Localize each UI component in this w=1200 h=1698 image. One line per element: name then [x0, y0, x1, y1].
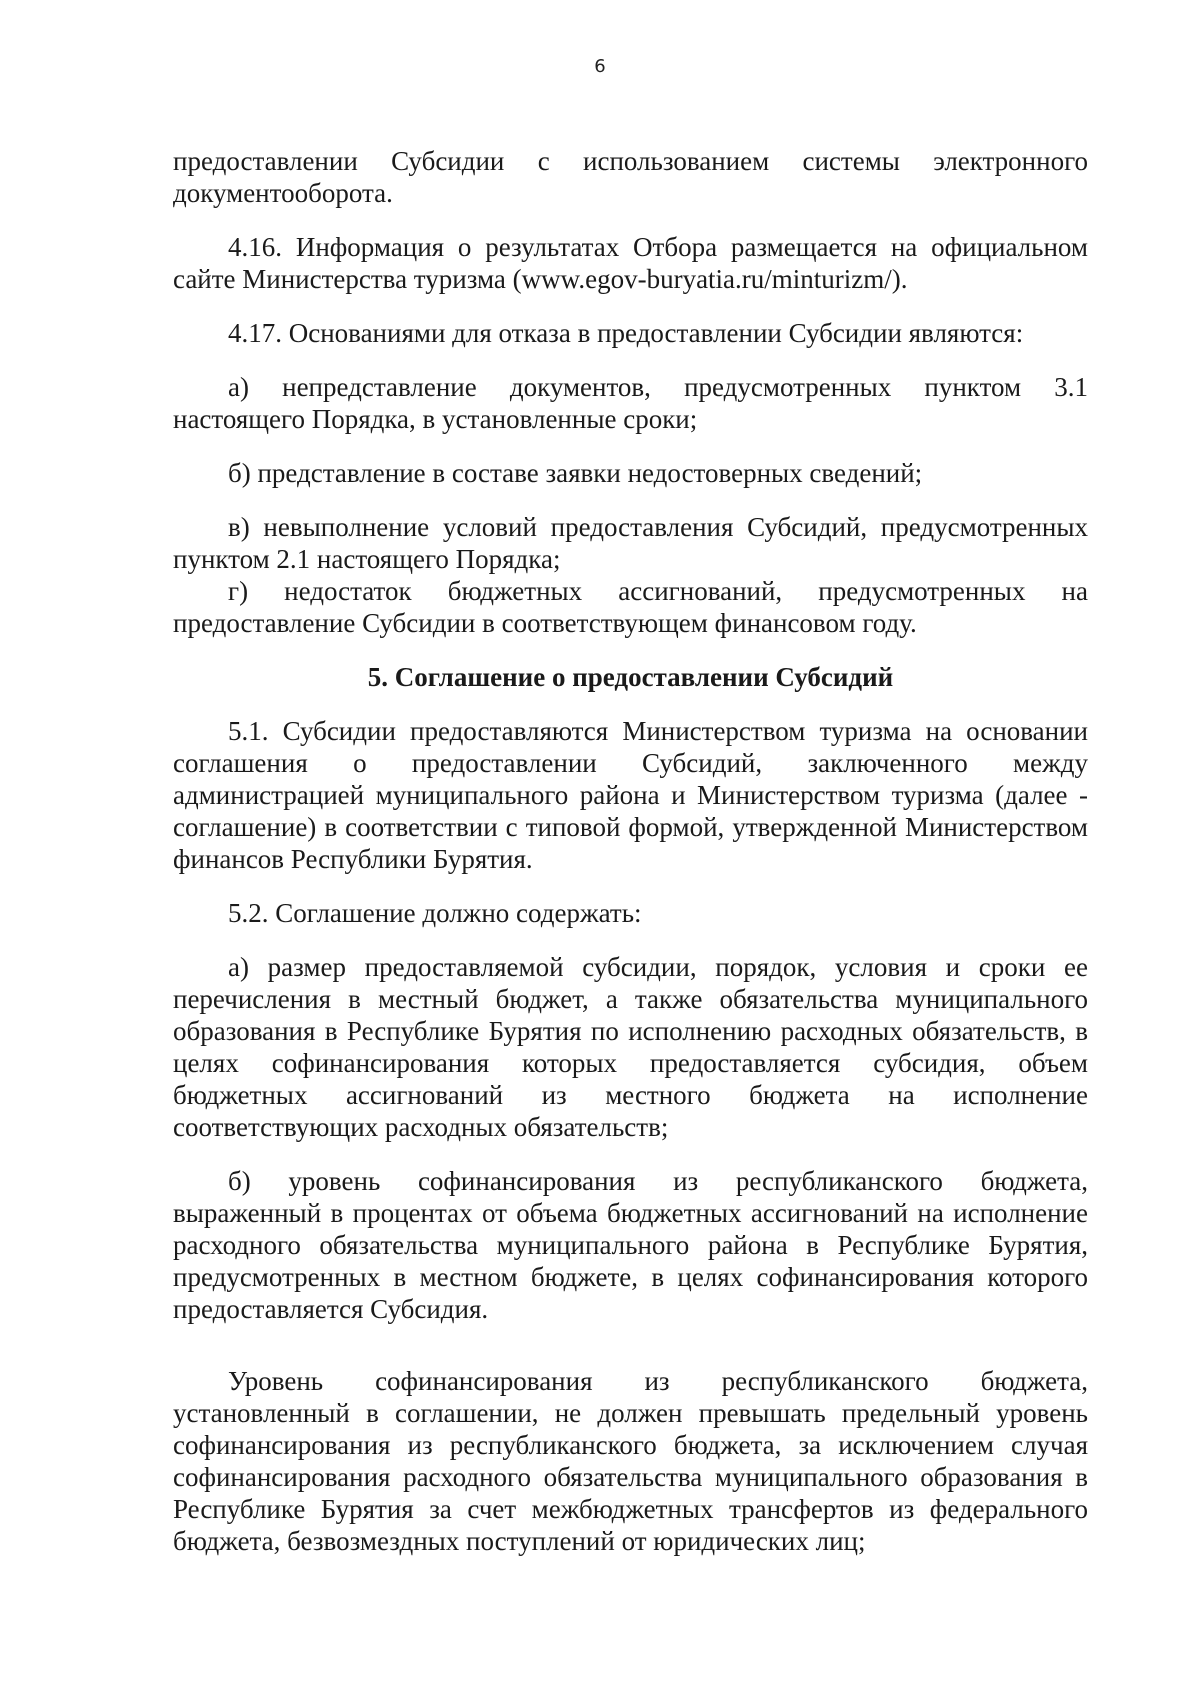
paragraph-5-1: 5.1. Субсидии предоставляются Министерством туризма на основании соглашения о предоставлении Субсидий, заключенного между администрацией муниципального района и Министерством туризма (далее - соглашение) в соответствии с типовой формой, утвержденной Министерством финансов Республики Бурятия.: [173, 716, 1088, 874]
document-body: [173, 145, 1088, 1579]
paragraph-4-16: 4.16. Информация о результатах Отбора размещается на официальном сайте Министерства туризма (www.egov-buryatia.ru/minturizm/).: [173, 232, 1088, 294]
paragraph-cofinancing-level: Уровень софинансирования из республиканского бюджета, установленный в соглашении, не должен превышать предельный уровень софинансирования из республиканского бюджета, за исключением случая софинансирования расходного обязательства муниципального образования в Республике Бурятия за счет межбюджетных трансфертов из федерального бюджета, безвозмездных поступлений от юридических лиц;: [173, 1366, 1088, 1556]
page-number: 6: [594, 56, 606, 77]
paragraph-4-17-g: г) недостаток бюджетных ассигнований, предусмотренных на предоставление Субсидии в соответствующем финансовом году.: [173, 576, 1088, 638]
paragraph-4-17-b: б) представление в составе заявки недостоверных сведений;: [228, 458, 923, 488]
paragraph-5-2-b: б) уровень софинансирования из республиканского бюджета, выраженный в процентах от объема бюджетных ассигнований на исполнение расходного обязательства муниципального района в Республике Бурятия, предусмотренных в местном бюджете, в целях софинансирования которого предоставляется Субсидия.: [173, 1166, 1088, 1324]
section-5-heading: 5. Соглашение о предоставлении Субсидий: [367, 662, 894, 692]
paragraph-5-2-a: а) размер предоставляемой субсидии, порядок, условия и сроки ее перечисления в местный бюджет, а также обязательства муниципального образования в Республике Бурятия по исполнению расходных обязательств, в целях софинансирования которых предоставляется субсидия, объем бюджетных ассигнований из местного бюджета на исполнение соответствующих расходных обязательств;: [173, 952, 1088, 1142]
paragraph-4-17-a: а) непредставление документов, предусмотренных пунктом 3.1 настоящего Порядка, в установленные сроки;: [173, 372, 1088, 434]
paragraph-4-17-v: в) невыполнение условий предоставления Субсидий, предусмотренных пунктом 2.1 настоящего Порядка;: [173, 512, 1088, 574]
paragraph-4-17: 4.17. Основаниями для отказа в предоставлении Субсидии являются:: [228, 318, 1024, 348]
paragraph-5-2: 5.2. Соглашение должно содержать:: [228, 898, 642, 928]
paragraph-continuation: предоставлении Субсидии с использованием системы электронного документооборота.: [173, 146, 1088, 208]
